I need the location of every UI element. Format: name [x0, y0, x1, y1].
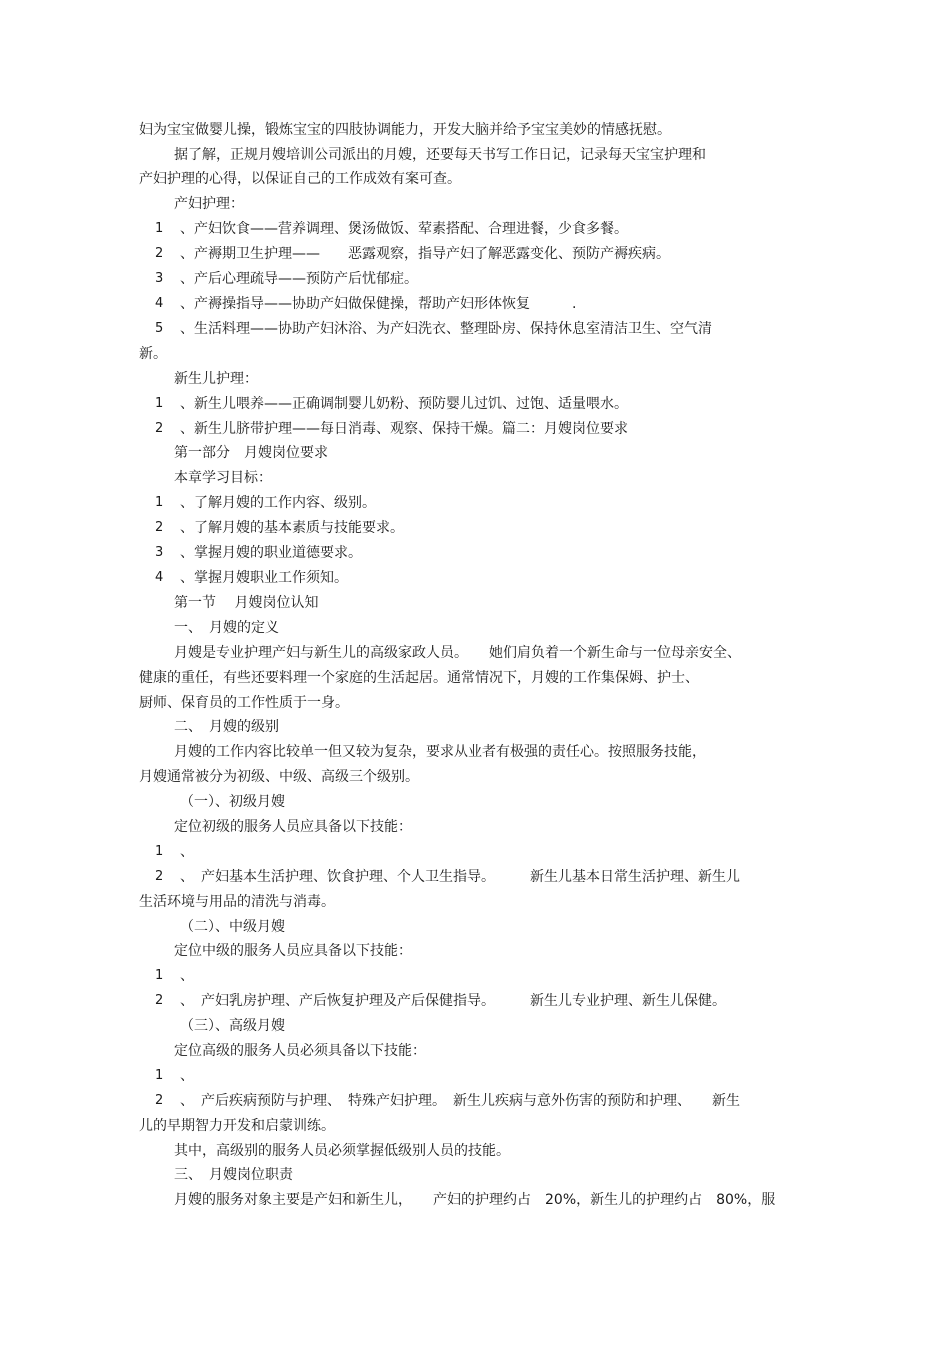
- section-heading: 二、 月嫂的级别: [174, 719, 279, 735]
- list-number: 1: [155, 495, 164, 510]
- list-number: 2: [155, 869, 164, 884]
- section-heading: 一、 月嫂的定义: [174, 620, 279, 636]
- section-heading: （二）、中级月嫂: [180, 919, 285, 935]
- list-item: 、: [180, 844, 194, 860]
- text-line: 月嫂的服务对象主要是产妇和新生儿， 产妇的护理约占 20%，新生儿的护理约占 80%，服: [174, 1192, 776, 1208]
- list-number: 2: [155, 1093, 164, 1108]
- text-line: 产妇护理的心得，以保证自己的工作成效有案可查。: [139, 171, 461, 187]
- text-line: 其中，高级别的服务人员必须掌握低级别人员的技能。: [174, 1143, 510, 1159]
- section-heading: 本章学习目标：: [174, 470, 272, 486]
- text-line: 厨师、保育员的工作性质于一身。: [139, 695, 349, 711]
- list-number: 1: [155, 844, 164, 859]
- list-number: 2: [155, 993, 164, 1008]
- text-line: 据了解，正规月嫂培训公司派出的月嫂，还要每天书写工作日记，记录每天宝宝护理和: [174, 147, 706, 163]
- list-item: 、新生儿脐带护理——每日消毒、观察、保持干燥。篇二：月嫂岗位要求: [180, 421, 628, 437]
- section-heading: 三、 月嫂岗位职责: [174, 1167, 293, 1183]
- text-line: 定位初级的服务人员应具备以下技能：: [174, 819, 412, 835]
- list-item: 、产褥操指导——协助产妇做保健操，帮助产妇形体恢复 .: [180, 296, 577, 312]
- text-line: 定位中级的服务人员应具备以下技能：: [174, 943, 412, 959]
- list-item: 、产妇饮食——营养调理、煲汤做饭、荤素搭配、合理进餐，少食多餐。: [180, 221, 628, 237]
- list-number: 1: [155, 1068, 164, 1083]
- section-heading: （一）、初级月嫂: [180, 794, 285, 810]
- list-number: 3: [155, 271, 164, 286]
- list-number: 3: [155, 545, 164, 560]
- list-item: 、掌握月嫂职业工作须知。: [180, 570, 348, 586]
- text-line: 定位高级的服务人员必须具备以下技能：: [174, 1043, 426, 1059]
- list-item: 、: [180, 968, 194, 984]
- list-number: 5: [155, 321, 164, 336]
- list-item: 、了解月嫂的基本素质与技能要求。: [180, 520, 404, 536]
- text-line: 月嫂是专业护理产妇与新生儿的高级家政人员。 她们肩负着一个新生命与一位母亲安全、: [174, 645, 741, 661]
- list-item: 、了解月嫂的工作内容、级别。: [180, 495, 376, 511]
- list-item: 、掌握月嫂的职业道德要求。: [180, 545, 362, 561]
- list-item: 、: [180, 1068, 194, 1084]
- section-heading: （三）、高级月嫂: [180, 1018, 285, 1034]
- text-line: 新。: [139, 346, 167, 362]
- text-line: 月嫂的工作内容比较单一但又较为复杂，要求从业者有极强的责任心。按照服务技能，: [174, 744, 706, 760]
- list-item: 、产后心理疏导——预防产后忧郁症。: [180, 271, 418, 287]
- list-number: 2: [155, 421, 164, 436]
- list-number: 4: [155, 296, 164, 311]
- list-item: 、产褥期卫生护理—— 恶露观察，指导产妇了解恶露变化、预防产褥疾病。: [180, 246, 670, 262]
- text-line: 妇为宝宝做婴儿操，锻炼宝宝的四肢协调能力，开发大脑并给予宝宝美妙的情感抚慰。: [139, 122, 671, 138]
- text-line: 月嫂通常被分为初级、中级、高级三个级别。: [139, 769, 419, 785]
- list-item: 、新生儿喂养——正确调制婴儿奶粉、预防婴儿过饥、过饱、适量喂水。: [180, 396, 628, 412]
- list-number: 4: [155, 570, 164, 585]
- list-number: 1: [155, 221, 164, 236]
- list-item: 、生活料理——协助产妇沐浴、为产妇洗衣、整理卧房、保持休息室清洁卫生、空气清: [180, 321, 712, 337]
- list-number: 1: [155, 396, 164, 411]
- list-item: 、 产妇乳房护理、产后恢复护理及产后保健指导。 新生儿专业护理、新生儿保健。: [180, 993, 726, 1009]
- list-item: 、 产妇基本生活护理、饮食护理、个人卫生指导。 新生儿基本日常生活护理、新生儿: [180, 869, 740, 885]
- section-heading: 第一节 月嫂岗位认知: [174, 595, 319, 611]
- list-item: 、 产后疾病预防与护理、 特殊产妇护理。 新生儿疾病与意外伤害的预防和护理、 新生: [180, 1093, 740, 1109]
- list-number: 2: [155, 520, 164, 535]
- list-number: 1: [155, 968, 164, 983]
- text-line: 儿的早期智力开发和启蒙训练。: [139, 1118, 335, 1134]
- list-number: 2: [155, 246, 164, 261]
- section-heading: 新生儿护理：: [174, 371, 258, 387]
- text-line: 健康的重任，有些还要料理一个家庭的生活起居。通常情况下，月嫂的工作集保姆、护士、: [139, 670, 699, 686]
- section-heading: 第一部分 月嫂岗位要求: [174, 445, 328, 461]
- text-line: 生活环境与用品的清洗与消毒。: [139, 894, 335, 910]
- section-heading: 产妇护理：: [174, 196, 244, 212]
